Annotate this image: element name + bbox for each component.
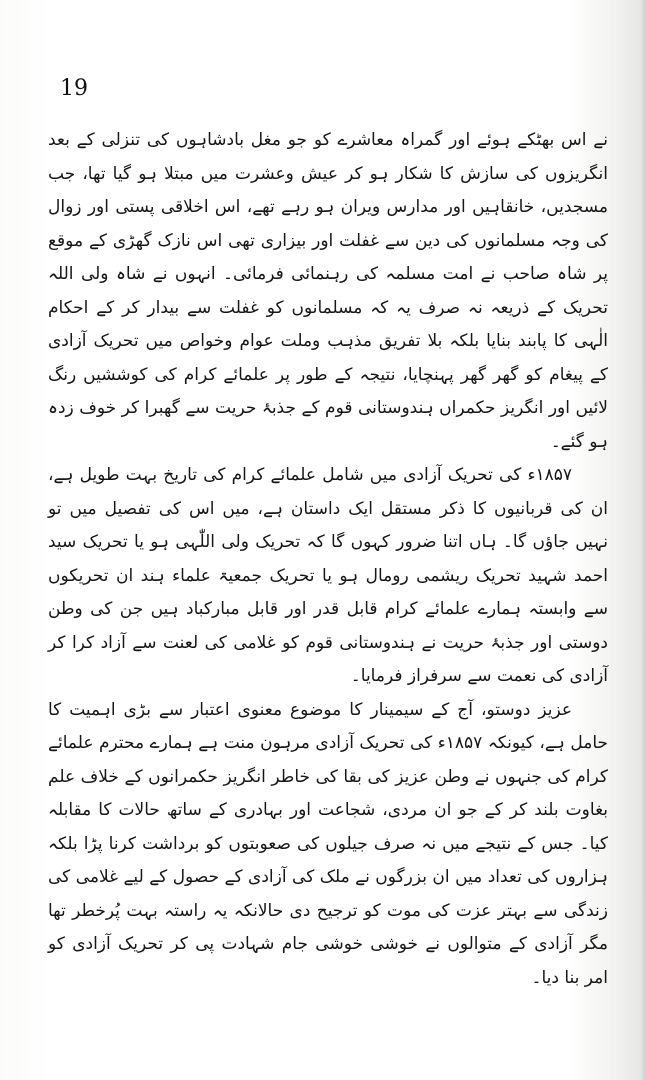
paragraph-2: ۱۸۵۷ء کی تحریک آزادی میں شامل علمائے کرام کی تاریخ بہت طویل ہے، ان کی قربانیوں کا ذکر مستقل ایک داستان ہے، میں اس کی تفصیل میں تو نہیں جاؤں گا۔ ہاں اتنا ضرور کہوں گا کہ تحریک ولی اللّٰہی ہو یا تحریک سید احمد شہید تحریک ریشمی رومال ہو یا تحریک جمعیۃ علماء ہند ان تحریکوں سے وابستہ ہمارے علمائے کرام قابل قدر اور قابل مبارکباد ہیں جن کی وطن دوستی اور جذبۂ حریت نے ہندوستانی قوم کو غلامی کی لعنت سے آزاد کرا کر آزادی کی نعمت سے سرفراز فرمایا۔ (48, 465, 608, 686)
paragraph-1: نے اس بھٹکے ہوئے اور گمراہ معاشرے کو جو مغل بادشاہوں کی تنزلی کے بعد انگریزوں کی سازش کا شکار ہو کر عیش وعشرت میں مبتلا ہو گیا تھا، جب مسجدیں، خانقاہیں اور مدارس ویران ہو رہے تھے، اس اخلاقی پستی اور زوال کی وجہ مسلمانوں کی دین سے غفلت اور بیزاری تھی اس نازک گھڑی کے موقع پر شاہ صاحب نے امت مسلمہ کی رہنمائی فرمائی۔ انہوں نے شاہ ولی اللہ تحریک کے ذریعہ نہ صرف یہ کہ مسلمانوں کو غفلت سے بیدار کر کے احکام الٰہی کا پابند بنایا بلکہ بلا تفریق مذہب وملت عوام وخواص میں تحریک آزادی کے پیغام کو گھر گھر پہنچایا، نتیجہ کے طور پر علمائے کرام کی کوششیں رنگ لائیں اور انگریز حکمراں ہندوستانی قوم کے جذبۂ حریت سے گھبرا کر خوف زدہ ہو گئے۔ (48, 130, 608, 452)
page-number: 19 (60, 76, 88, 101)
page-edge-shadow (640, 0, 646, 1080)
paragraph-3: عزیز دوستو، آج کے سیمینار کا موضوع معنوی اعتبار سے بڑی اہمیت کا حامل ہے، کیونکہ ۱۸۵۷ء کی تحریک آزادی مرہون منت ہے ہمارے محترم علمائے کرام کی جنہوں نے وطن عزیز کی بقا کی خاطر انگریز حکمرانوں کے خلاف علم بغاوت بلند کر کے جو ان مردی، شجاعت اور بہادری کے ساتھ حالات کا مقابلہ کیا۔ جس کے نتیجے میں نہ صرف جیلوں کی صعوبتوں کو برداشت کرنا پڑا بلکہ ہزاروں کی تعداد میں ان بزرگوں نے ملک کی آزادی کے حصول کے لیے غلامی کی زندگی سے بہتر عزت کی موت کو ترجیح دی حالانکہ یہ راستہ بہت پُرخطر تھا مگر آزادی کے متوالوں نے خوشی خوشی جام شہادت پی کر تحریک آزادی کو امر بنا دیا۔ (48, 699, 609, 988)
page-body (48, 124, 608, 995)
